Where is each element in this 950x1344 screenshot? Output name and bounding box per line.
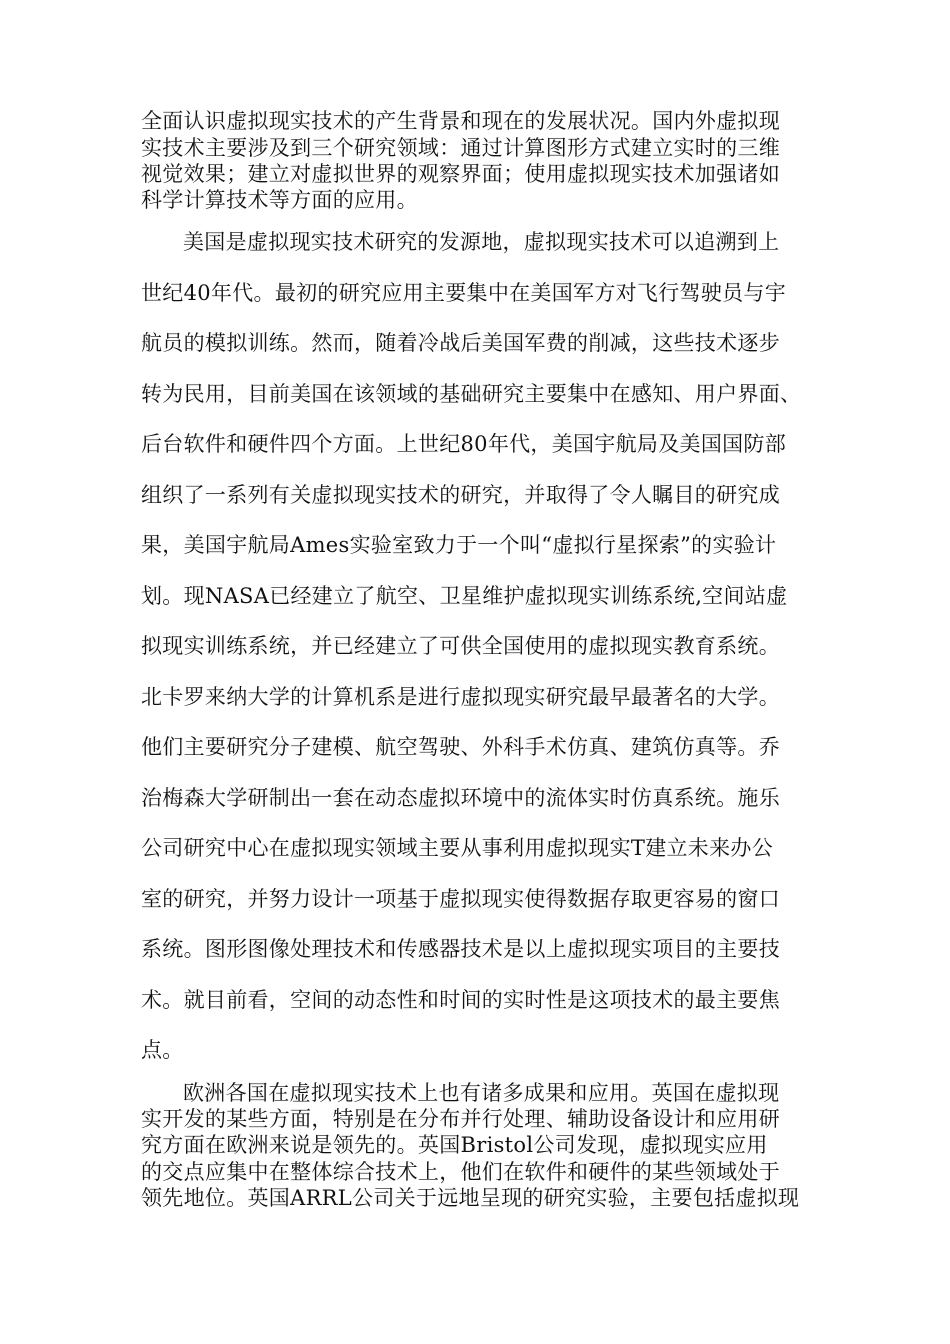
paragraph-3-line: 欧洲各国在虚拟现实技术上也有诸多成果和应用。英国在虚拟现 [183, 1081, 780, 1105]
paragraph-2-line: 后台软件和硬件四个方面。上世纪80年代，美国宇航局及美国国防部 [141, 432, 787, 456]
paragraph-2-line: 世纪40年代。最初的研究应用主要集中在美国军方对飞行驾驶员与宇 [141, 281, 787, 305]
paragraph-1-line: 实技术主要涉及到三个研究领域：通过计算图形方式建立实时的三维 [141, 136, 780, 160]
paragraph-2-line: 系统。图形图像处理技术和传感器技术是以上虚拟现实项目的主要技 [141, 937, 780, 961]
paragraph-3-line: 的交点应集中在整体综合技术上，他们在软件和硬件的某些领域处于 [141, 1160, 780, 1184]
paragraph-2-line: 组织了一系列有关虚拟现实技术的研究，并取得了令人瞩目的研究成 [141, 483, 780, 507]
paragraph-2-line: 拟现实训练系统，并已经建立了可供全国使用的虚拟现实教育系统。 [141, 634, 780, 658]
paragraph-2-line: 治梅森大学研制出一套在动态虚拟环境中的流体实时仿真系统。施乐 [141, 786, 780, 810]
paragraph-1-line: 全面认识虚拟现实技术的产生背景和现在的发展状况。国内外虚拟现 [141, 109, 780, 133]
paragraph-1-line: 科学计算技术等方面的应用。 [141, 188, 418, 212]
paragraph-2-line: 术。就目前看，空间的动态性和时间的实时性是这项技术的最主要焦 [141, 988, 780, 1012]
paragraph-2-line: 他们主要研究分子建模、航空驾驶、外科手术仿真、建筑仿真等。乔 [141, 735, 780, 759]
paragraph-2-line: 美国是虚拟现实技术研究的发源地，虚拟现实技术可以追溯到上 [183, 230, 780, 254]
paragraph-2-line: 点。 [141, 1038, 184, 1062]
paragraph-1-line: 视觉效果；建立对虚拟世界的观察界面；使用虚拟现实技术加强诸如 [141, 162, 780, 186]
paragraph-2-line: 转为民用，目前美国在该领域的基础研究主要集中在感知、用户界面、 [141, 382, 802, 406]
paragraph-2-line: 室的研究，并努力设计一项基于虚拟现实使得数据存取更容易的窗口 [141, 887, 780, 911]
paragraph-3-line: 究方面在欧洲来说是领先的。英国Bristol公司发现，虚拟现实应用 [141, 1133, 768, 1157]
paragraph-2-line: 北卡罗来纳大学的计算机系是进行虚拟现实研究最早最著名的大学。 [141, 685, 780, 709]
paragraph-3-line: 实开发的某些方面，特别是在分布并行处理、辅助设备设计和应用研 [141, 1107, 780, 1131]
paragraph-2-line: 划。现NASA已经建立了航空、卫星维护虚拟现实训练系统,空间站虚 [141, 584, 788, 608]
paragraph-3-line: 领先地位。英国ARRL公司关于远地呈现的研究实验，主要包括虚拟现 [141, 1186, 800, 1210]
paragraph-2-line: 公司研究中心在虚拟现实领域主要从事利用虚拟现实T建立未来办公 [141, 836, 774, 860]
paragraph-2-line: 航员的模拟训练。然而，随着冷战后美国军费的削减，这些技术逐步 [141, 331, 780, 355]
paragraph-2-line: 果，美国宇航局Ames实验室致力于一个叫“虚拟行星探索”的实验计 [141, 533, 777, 557]
